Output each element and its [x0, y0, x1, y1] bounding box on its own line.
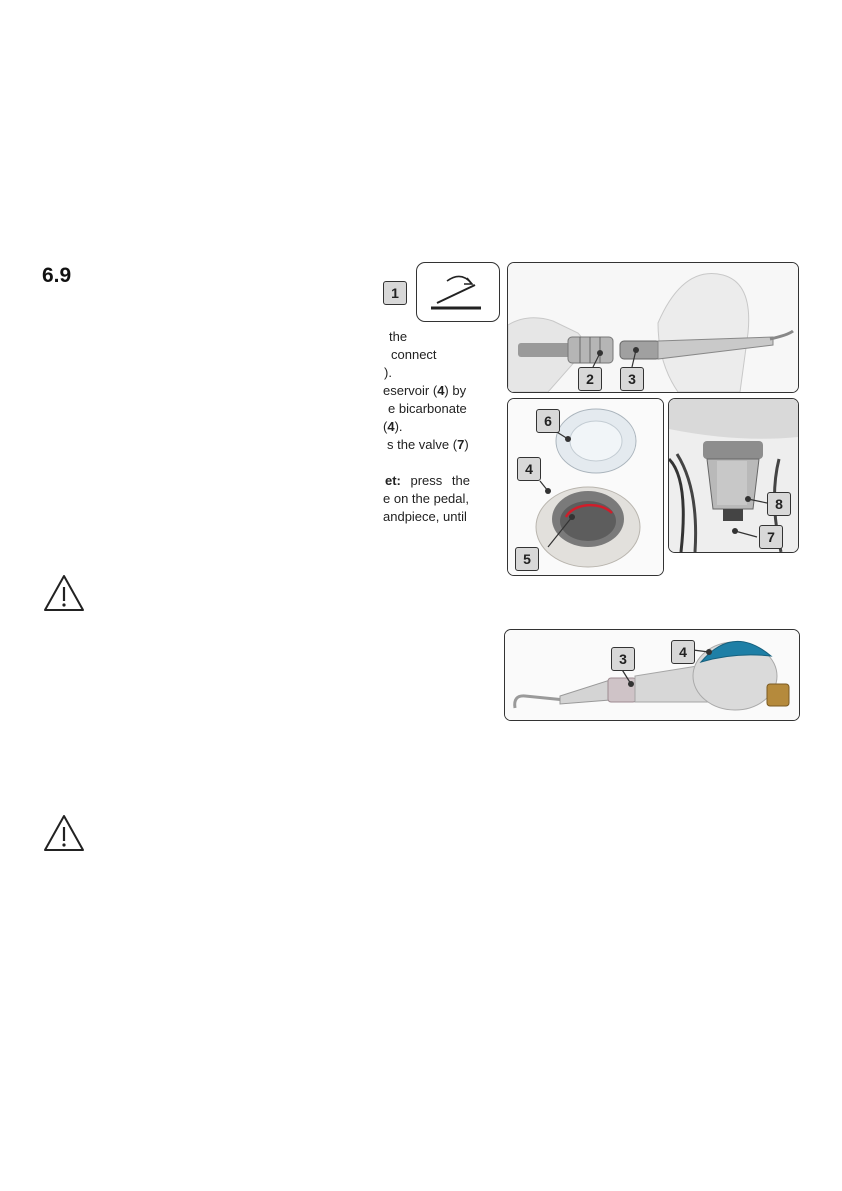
figure-label-3b: 3: [611, 647, 635, 671]
pedal-figure: [416, 262, 500, 322]
figure-label-3: 3: [620, 367, 644, 391]
text-fragment-8: et: press the: [385, 473, 470, 488]
figure-label-8: 8: [767, 492, 791, 516]
figure-label-4b: 4: [671, 640, 695, 664]
text-fragment-9: e on the pedal,: [383, 491, 470, 506]
figure-label-1: 1: [383, 281, 407, 305]
text-fragment-1: the: [389, 329, 408, 344]
text-fragment-2: connect: [391, 347, 437, 362]
warning-triangle-icon: [42, 573, 86, 613]
figure-label-2: 2: [578, 367, 602, 391]
text-fragment-6: (4).: [383, 419, 403, 434]
text-fragment-10: andpiece, until: [383, 509, 467, 524]
text-fragment-5: e bicarbonate: [388, 401, 467, 416]
valve-figure: [668, 398, 799, 553]
pedal-press-icon: [417, 263, 499, 321]
text-fragment-4: eservoir (4) by: [383, 383, 467, 398]
figure-label-5: 5: [515, 547, 539, 571]
handpiece-connection-figure: [507, 262, 799, 393]
assembled-handpiece-figure: [504, 629, 800, 721]
assembled-handpiece-illustration: [505, 630, 799, 720]
section-number: 6.9: [42, 264, 72, 287]
text-fragment-7: s the valve (7): [387, 437, 469, 452]
figure-label-4: 4: [517, 457, 541, 481]
text-fragment-3: ).: [384, 365, 392, 380]
figure-label-7: 7: [759, 525, 783, 549]
figure-label-6: 6: [536, 409, 560, 433]
reservoir-figure: [507, 398, 664, 576]
handpiece-connection-illustration: [508, 263, 798, 392]
warning-triangle-icon: [42, 813, 86, 853]
